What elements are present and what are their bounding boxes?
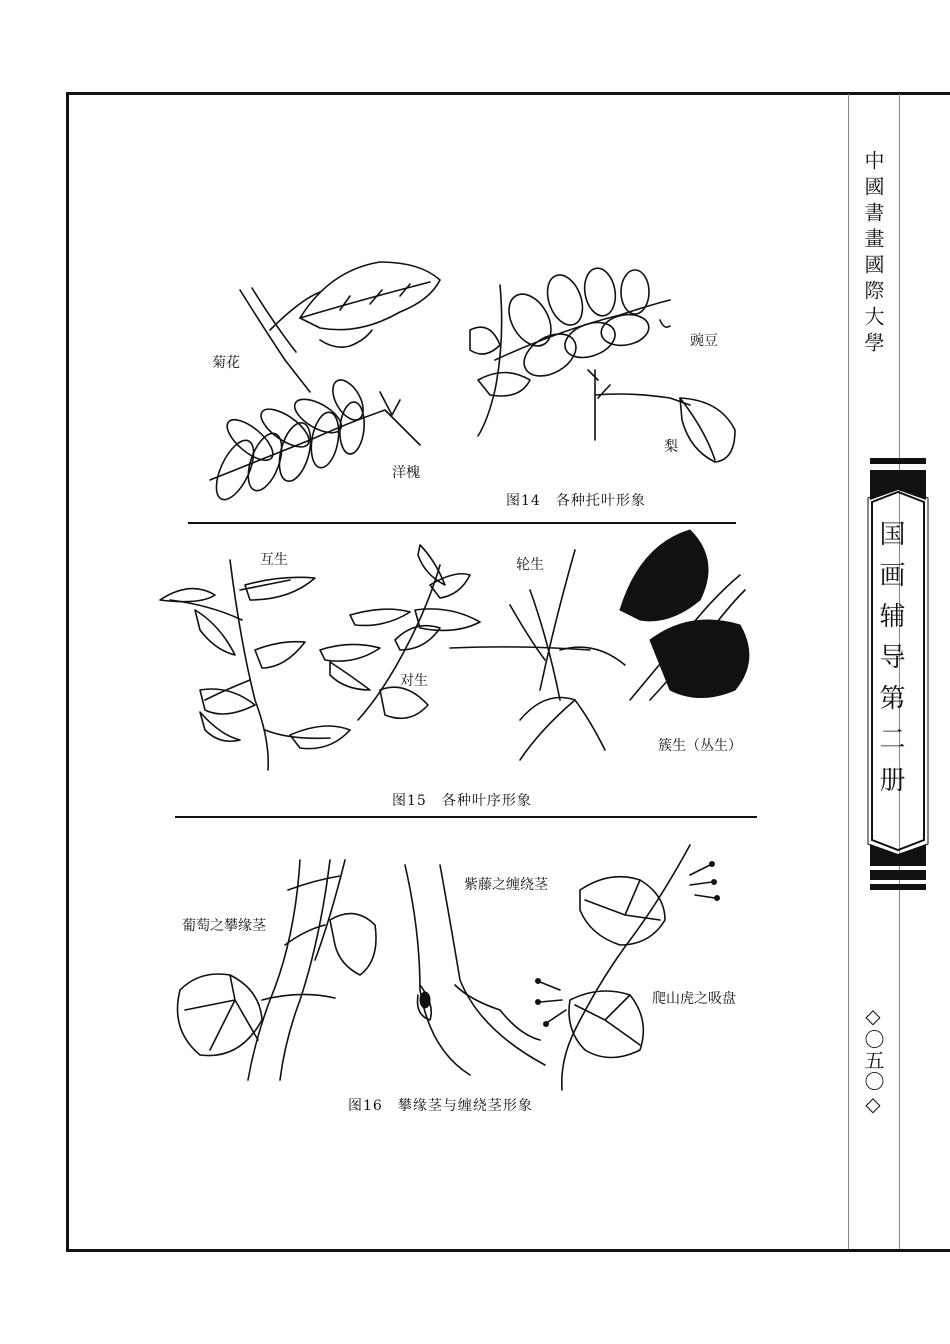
label-boston-ivy: 爬山虎之吸盘 bbox=[652, 991, 736, 1007]
label-locust: 洋槐 bbox=[392, 465, 420, 481]
label-alternate: 互生 bbox=[260, 552, 288, 568]
label-opposite: 对生 bbox=[400, 673, 428, 689]
figure-16-caption: 图16 攀缘茎与缠绕茎形象 bbox=[348, 1098, 533, 1114]
label-chrysanthemum: 菊花 bbox=[212, 355, 240, 371]
label-pea: 豌豆 bbox=[690, 333, 718, 349]
book-title: 国画辅导第二册 bbox=[875, 520, 905, 807]
label-wisteria: 紫藤之缠绕茎 bbox=[464, 877, 548, 893]
page-number: ◇〇五〇◇ bbox=[861, 1004, 885, 1117]
label-clustered: 簇生（丛生） bbox=[658, 738, 742, 754]
label-grape: 葡萄之攀缘茎 bbox=[182, 918, 266, 934]
figure-15-caption: 图15 各种叶序形象 bbox=[392, 793, 532, 809]
series-title: 中國書畫國際大學 bbox=[861, 150, 885, 358]
label-pear: 梨 bbox=[664, 439, 678, 455]
label-whorled: 轮生 bbox=[516, 557, 544, 573]
figure-14-caption: 图14 各种托叶形象 bbox=[506, 493, 646, 509]
